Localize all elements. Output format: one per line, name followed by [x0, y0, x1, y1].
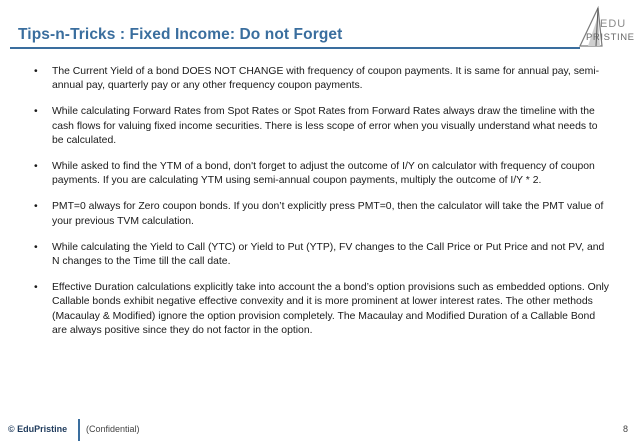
bullet-text: While asked to find the YTM of a bond, don't forget to adjust the outcome of I/Y on calculator with frequency of coupon payments. If you are calculating YTM using semi-annual coupon payments, multiply the outcome of I/Y * 2.: [52, 161, 595, 187]
bullet-item: [34, 241, 612, 270]
bullet-item: [34, 65, 612, 94]
slide-title: Tips-n-Tricks : Fixed Income: Do not Forget: [18, 26, 343, 43]
logo-text-edu: EDU: [600, 18, 627, 30]
bullet-text: PMT=0 always for Zero coupon bonds. If you don’t explicitly press PMT=0, then the calculator will take the PMT value of your previous TVM calculation.: [52, 201, 604, 227]
bullet-item: [34, 200, 612, 229]
bullet-marker: •: [34, 161, 38, 173]
footer-divider: [78, 419, 80, 441]
footer: [0, 412, 638, 442]
bullet-marker: •: [34, 241, 38, 253]
bullet-text: While calculating the Yield to Call (YTC) or Yield to Put (YTP), FV changes to the Call Price or Put Price and not PV, and N changes to the Time till the call date.: [52, 241, 605, 268]
bullet-text: Effective Duration calculations explicitly take into account the a bond’s option provisions such as embedded options. Only Callable bonds exhibit negative effective convexity and it is more prominent at lower interest rates. The other methods (Macaulay & Modified) ignore the option provision completely. The Macaulay and Modified Duration of a Callable Bond are always positive since they do not factor in the option.: [52, 281, 609, 337]
bullet-item: [34, 281, 612, 339]
bullet-marker: •: [34, 201, 38, 213]
bullet-list: [34, 65, 612, 350]
footer-brand: © EduPristine: [8, 424, 68, 434]
logo-text-pristine: PRISTINE: [586, 32, 635, 43]
title-underline: [10, 47, 580, 49]
bullet-marker: •: [34, 66, 38, 77]
page-number: 8: [622, 424, 628, 434]
bullet-item: [34, 105, 612, 148]
footer-confidential: (Confidential): [86, 424, 140, 434]
bullet-text: The Current Yield of a bond DOES NOT CHANGE with frequency of coupon payments. It is same for annual pay, semi-annual pay, quarterly pay or any other frequency coupon payments.: [52, 66, 600, 92]
bullet-marker: •: [34, 106, 38, 118]
bullet-marker: •: [34, 281, 38, 293]
bullet-text: While calculating Forward Rates from Spot Rates or Spot Rates from Forward Rates always draw the timeline with the cash flows for valuing fixed income securities. There is less scope of error when you visually understand what needs to be calculated.: [52, 106, 598, 147]
bullet-item: [34, 160, 612, 189]
